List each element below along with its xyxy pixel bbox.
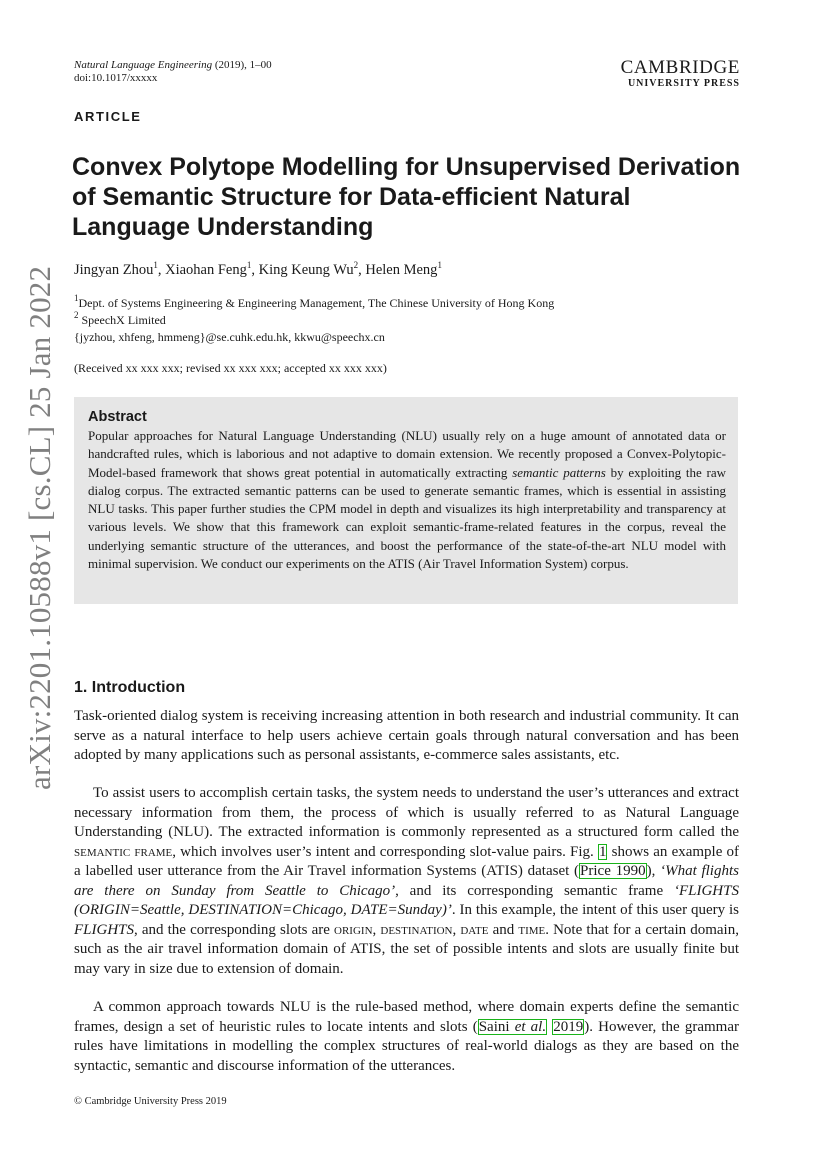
slot-date: date bbox=[460, 921, 489, 938]
affiliation-text: SpeechX Limited bbox=[78, 313, 166, 327]
affiliation-1 bbox=[74, 293, 555, 311]
text-run: , bbox=[452, 921, 461, 938]
affiliation-mark: 2 bbox=[74, 310, 79, 320]
abstract-text bbox=[88, 427, 726, 573]
author-name: Xiaohan Feng bbox=[165, 262, 247, 278]
intro-paragraph-3 bbox=[74, 998, 739, 1076]
figure-link[interactable]: 1 bbox=[598, 843, 607, 860]
section-heading-introduction: 1. Introduction bbox=[74, 679, 186, 696]
author-list bbox=[74, 262, 442, 279]
text-run: , and the corresponding slots are bbox=[134, 921, 335, 938]
text-run: , and its corresponding semantic frame bbox=[395, 882, 674, 899]
author-separator: , bbox=[358, 262, 366, 278]
abstract-text-part: Popular approaches for Natural Language Understanding (NLU) usually rely on a huge amount of annotated data or handcrafted rules, which is laborious and not adaptive to domain extension. We recently proposed a Convex-Polytopic-Model-based framework that shows great potential in automatically extracting bbox=[88, 428, 726, 480]
doi: doi:10.1017/xxxxx bbox=[74, 72, 158, 84]
text-run: ), bbox=[646, 863, 661, 879]
text-run: and bbox=[488, 921, 519, 938]
journal-citation bbox=[74, 59, 272, 71]
slot-destination: destination bbox=[380, 921, 453, 938]
article-type-label: ARTICLE bbox=[74, 109, 142, 124]
text-run: . Note that for a certain domain, such as the air travel information domain of ATIS, the set of possible intents and slots are usually finite but may vary in size due to extension of domain. bbox=[74, 921, 739, 977]
author-separator: , bbox=[251, 262, 259, 278]
text-run: To assist users to accomplish certain tasks, the system needs to understand the user’s utterances and extract necessary information from them, the process of which is usually referred to as Natural Language Understanding (NLU). The extracted information is commonly represented as a structured form called the bbox=[74, 785, 739, 840]
citation-link-price[interactable]: Price 1990 bbox=[580, 863, 646, 879]
author-affiliation-mark: 2 bbox=[353, 260, 359, 270]
author-emails: {jyzhou, xhfeng, hmmeng}@se.cuhk.edu.hk, kkwu@speechx.cn bbox=[74, 330, 385, 344]
example-utterance: ‘What flights are there on Sunday from Seattle to Chicago’ bbox=[74, 863, 739, 899]
text-run: . In this example, the intent of this user query is bbox=[451, 902, 739, 918]
citation-author: Saini bbox=[478, 1018, 515, 1035]
term-semantic-frame: semantic frame bbox=[74, 843, 173, 860]
author-affiliation-mark: 1 bbox=[437, 260, 442, 270]
slot-origin: origin bbox=[334, 921, 373, 938]
author-separator: , bbox=[157, 262, 166, 278]
journal-info: (2019), 1–00 bbox=[212, 59, 272, 71]
example-semantic-frame: ‘FLIGHTS (ORIGIN=Seattle, DESTINATION=Chicago, DATE=Sunday)’ bbox=[74, 882, 739, 918]
journal-name: Natural Language Engineering bbox=[74, 59, 213, 71]
abstract-emphasis: semantic patterns bbox=[512, 464, 606, 480]
arxiv-identifier-stamp: arXiv:2201.10588v1 [cs.CL] 25 Jan 2022 bbox=[22, 265, 57, 790]
author-name: Jingyan Zhou bbox=[74, 262, 154, 278]
citation-link-saini-year[interactable]: 2019 bbox=[553, 1018, 584, 1035]
publisher-subtitle: UNIVERSITY PRESS bbox=[627, 78, 740, 89]
affiliation-2 bbox=[74, 310, 166, 328]
slot-time: time bbox=[518, 921, 546, 938]
author-name: Helen Meng bbox=[365, 262, 438, 278]
author-affiliation-mark: 1 bbox=[246, 260, 252, 270]
received-dates: (Received xx xxx xxx; revised xx xxx xxx; accepted xx xxx xxx) bbox=[74, 361, 387, 375]
publisher-name: CAMBRIDGE bbox=[620, 57, 740, 78]
citation-link-saini[interactable] bbox=[478, 1019, 547, 1035]
abstract-heading: Abstract bbox=[88, 409, 147, 425]
intro-paragraph-1: Task-oriented dialog system is receiving increasing attention in both research and industrial community. It can serve as a natural interface to help users achieve certain goals through natural conversation and has been adopted by many applications such as personal assistants, e-commerce sales assistants, etc. bbox=[74, 708, 739, 763]
text-run: , which involves user’s intent and corresponding slot-value pairs. Fig. bbox=[172, 843, 598, 860]
publisher-logo bbox=[560, 58, 740, 89]
text-run: A common approach towards NLU is the rule-based method, where domain experts define the semantic frames, design a set of heuristic rules to locate intents and slots ( bbox=[74, 999, 739, 1035]
example-intent: FLIGHTS bbox=[74, 921, 135, 938]
text-run: ). However, the grammar rules have limitations in modelling the complex structures of real-world dialogs as they are based on the syntactic, semantic and discourse information of the utterances. bbox=[74, 1018, 740, 1074]
footer-copyright: © Cambridge University Press 2019 bbox=[74, 1096, 227, 1107]
affiliation-text: Dept. of Systems Engineering & Engineering Management, The Chinese University of Hong Kong bbox=[78, 296, 555, 310]
abstract-text-part: by exploiting the raw dialog corpus. The extracted semantic patterns can be used to generate semantic frames, which is essential in assisting NLU tasks. This paper further studies the CPM model in depth and visualizes its high interpretability and transparency at various levels. We show that this framework can exploit semantic-frame-related features in the corpus, reveal the underlying semantic structure of the utterances, and boost the performance of the state-of-the-art NLU model with minimal supervision. We conduct our experiments on the ATIS (Air Travel Information System) corpus. bbox=[88, 464, 727, 572]
paper-title: Convex Polytope Modelling for Unsupervised Derivation of Semantic Structure for Data-efficient Natural Language Understanding bbox=[72, 153, 741, 241]
text-run: , bbox=[372, 921, 381, 938]
author-name: King Keung Wu bbox=[258, 262, 354, 278]
intro-paragraph-2 bbox=[74, 784, 739, 979]
text-run: shows an example of a labelled user utterance from the Air Travel information Systems (ATIS) dataset ( bbox=[74, 843, 740, 879]
author-affiliation-mark: 1 bbox=[153, 260, 158, 270]
affiliation-mark: 1 bbox=[74, 293, 79, 303]
citation-etal: et al. bbox=[514, 1018, 547, 1035]
